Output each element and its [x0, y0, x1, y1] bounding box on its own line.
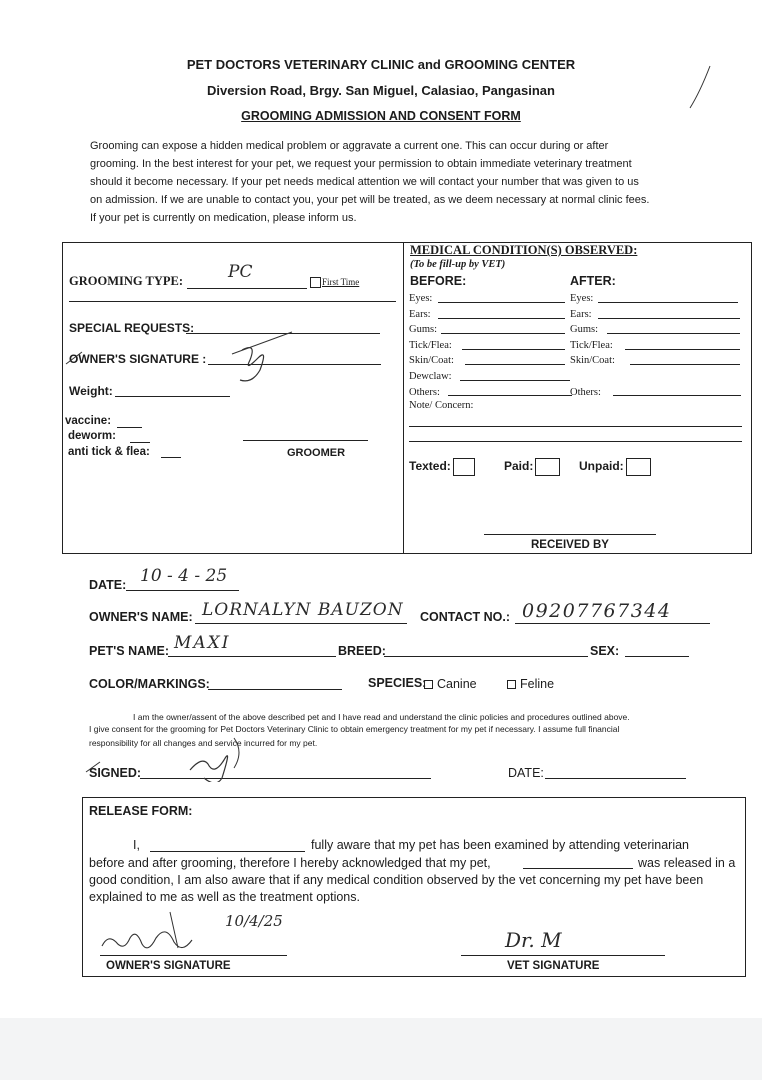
date-field[interactable] [126, 590, 239, 591]
date-label: DATE: [89, 578, 127, 592]
intro-line: should it become necessary. If your pet needs medical attention we will contact your number that was given to us [90, 176, 639, 188]
grooming-type-extra-line[interactable] [69, 301, 396, 302]
after-gums-field[interactable] [607, 333, 740, 334]
release-line3: good condition, I am also aware that if any medical condition observed by the vet concerning my pet have been [89, 873, 704, 887]
owner-signature-label: OWNER'S SIGNATURE : [69, 352, 207, 366]
vet-sig-label: VET SIGNATURE [507, 960, 600, 972]
release-title: RELEASE FORM: [89, 804, 193, 818]
unpaid-label: Unpaid: [579, 459, 624, 474]
owner-sig-date: 10/4/25 [225, 912, 283, 930]
received-by-label: RECEIVED BY [531, 539, 609, 551]
texted-label: Texted: [409, 459, 451, 474]
scan-edge [0, 1018, 762, 1080]
pet-name-field[interactable] [168, 656, 336, 657]
owner-name-field[interactable] [195, 623, 407, 624]
texted-checkbox[interactable] [453, 458, 475, 476]
form-title: GROOMING ADMISSION AND CONSENT FORM [241, 109, 521, 123]
signature-scribble [62, 330, 322, 388]
paid-checkbox[interactable] [535, 458, 560, 476]
after-ears-field[interactable] [598, 318, 740, 319]
note-label: Note/ Concern: [409, 400, 474, 411]
release-name-field[interactable] [150, 851, 305, 852]
before-item-tick: Tick/Flea: [409, 339, 452, 351]
after-item-blank [570, 369, 615, 385]
after-item-others: Others: [570, 386, 601, 398]
canine-option[interactable] [424, 677, 477, 691]
grooming-type-label: GROOMING TYPE: [69, 274, 184, 288]
canine-label: Canine [437, 677, 477, 691]
paid-label: Paid: [504, 459, 534, 474]
vaccine-label: vaccine: [65, 415, 112, 427]
vet-sig-value: Dr. M [505, 928, 562, 952]
after-eyes-field[interactable] [598, 302, 738, 303]
medical-subtitle: (To be fill-up by VET) [410, 259, 506, 270]
owner-name-label: OWNER'S NAME: [89, 610, 193, 624]
before-skin-field[interactable] [465, 364, 565, 365]
first-time-label: First Time [322, 277, 360, 287]
weight-label: Weight: [69, 384, 113, 398]
before-item-skin: Skin/Coat: [409, 355, 454, 367]
medical-title: MEDICAL CONDITION(S) OBSERVED: [410, 243, 638, 257]
signed-date-label: DATE: [508, 766, 544, 780]
before-item-gums: Gums: [409, 324, 438, 336]
canine-checkbox[interactable] [424, 680, 433, 689]
unpaid-group [579, 458, 651, 476]
feline-checkbox[interactable] [507, 680, 516, 689]
pet-name-value: MAXI [174, 633, 231, 653]
owner-name-value: LORNALYN BAUZON [202, 600, 404, 620]
after-item-eyes: Eyes: [570, 293, 594, 304]
before-item-others: Others: [409, 386, 440, 398]
after-others-field[interactable] [613, 395, 741, 396]
color-field[interactable] [208, 689, 342, 690]
note-line-1[interactable] [409, 426, 742, 427]
vaccine-field[interactable] [117, 427, 142, 428]
signed-label: SIGNED: [89, 766, 142, 780]
consent-line-2: I give consent for the grooming for Pet Doctors Veterinary Clinic to obtain emergency treatment for my pet if necessary. I assume full financial [89, 724, 620, 734]
after-item-skin: Skin/Coat: [570, 355, 615, 367]
before-label: BEFORE: [410, 274, 467, 288]
intro-line: If your pet is currently on medication, please inform us. [90, 212, 357, 224]
breed-label: BREED: [338, 644, 386, 658]
after-item-gums: Gums: [570, 324, 599, 336]
before-item-dewclaw: Dewclaw: [409, 370, 452, 382]
date-value: 10 - 4 - 25 [140, 566, 228, 586]
box-divider [403, 242, 404, 553]
before-ears-field[interactable] [438, 318, 565, 319]
owner-sig-scribble [96, 908, 206, 958]
vet-sig-field[interactable] [461, 955, 665, 956]
release-line4: explained to me as well as the treatment options. [89, 890, 360, 904]
color-label: COLOR/MARKINGS: [89, 677, 210, 691]
weight-field[interactable] [115, 396, 230, 397]
intro-line: grooming. In the best interest for your pet, we request your permission to obtain immediate veterinary treatment [90, 158, 632, 170]
species-label: SPECIES: [368, 676, 427, 690]
anti-tick-field[interactable] [161, 457, 181, 458]
after-label: AFTER: [570, 274, 616, 288]
clinic-address: Diversion Road, Brgy. San Miguel, Calasiao, Pangasinan [207, 83, 555, 98]
grooming-type-value: PC [228, 262, 253, 282]
sex-label: SEX: [590, 644, 620, 658]
contact-field[interactable] [515, 623, 710, 624]
first-time-checkbox[interactable] [310, 277, 321, 288]
paid-group [504, 458, 560, 476]
groomer-field[interactable] [243, 440, 368, 441]
after-skin-field[interactable] [630, 364, 740, 365]
before-others-field[interactable] [448, 395, 572, 396]
release-line2-a: before and after grooming, therefore I hereby acknowledged that my pet, [89, 856, 491, 870]
after-items [570, 291, 615, 400]
before-item-eyes: Eyes: [409, 293, 433, 304]
before-dewclaw-field[interactable] [460, 380, 570, 381]
owner-sig-label: OWNER'S SIGNATURE [106, 960, 231, 972]
anti-tick-label: anti tick & flea: [68, 446, 150, 458]
signed-scribble [84, 732, 244, 782]
after-tick-field[interactable] [625, 349, 740, 350]
feline-label: Feline [520, 677, 555, 691]
release-line1-a: I, [133, 838, 140, 852]
before-item-ears: Ears: [409, 308, 431, 320]
sex-field[interactable] [625, 656, 689, 657]
consent-line-3: responsibility for all changes and service incurred for my pet. [89, 738, 318, 748]
intro-line: Grooming can expose a hidden medical problem or aggravate a current one. This can occur during or after [90, 140, 609, 152]
release-line2-b: was released in a [638, 856, 736, 870]
grooming-type-field[interactable] [187, 288, 307, 289]
intro-line: on admission. If we are unable to contact you, your pet will be treated, as we deem necessary at normal clinic fees. [90, 194, 650, 206]
special-requests-label: SPECIAL REQUESTS: [69, 321, 195, 335]
release-line1-b: fully aware that my pet has been examined by attending veterinarian [311, 838, 690, 852]
contact-label: CONTACT NO.: [420, 610, 511, 624]
texted-group [409, 458, 475, 476]
after-item-ears: Ears: [570, 308, 592, 320]
before-gums-field[interactable] [441, 333, 565, 334]
before-tick-field[interactable] [462, 349, 565, 350]
intro-paragraph [90, 137, 700, 227]
consent-line-1: I am the owner/assent of the above described pet and I have read and understand the clinic policies and procedures outlined above. [133, 712, 630, 722]
after-item-tick: Tick/Flea: [570, 339, 613, 351]
groomer-label: GROOMER [287, 447, 346, 459]
signed-date-field[interactable] [545, 778, 686, 779]
note-line-2[interactable] [409, 441, 742, 442]
clinic-name: PET DOCTORS VETERINARY CLINIC and GROOMING CENTER [186, 57, 576, 72]
received-by-field[interactable] [484, 534, 656, 535]
contact-value: 09207767344 [522, 600, 672, 622]
deworm-label: deworm: [68, 430, 116, 442]
feline-option[interactable] [507, 677, 554, 691]
pen-mark [686, 62, 716, 112]
before-items [409, 291, 454, 400]
pet-name-label: PET'S NAME: [89, 644, 170, 658]
deworm-field[interactable] [130, 442, 150, 443]
before-eyes-field[interactable] [438, 302, 565, 303]
release-pet-field[interactable] [523, 868, 633, 869]
unpaid-checkbox[interactable] [626, 458, 651, 476]
breed-field[interactable] [384, 656, 588, 657]
